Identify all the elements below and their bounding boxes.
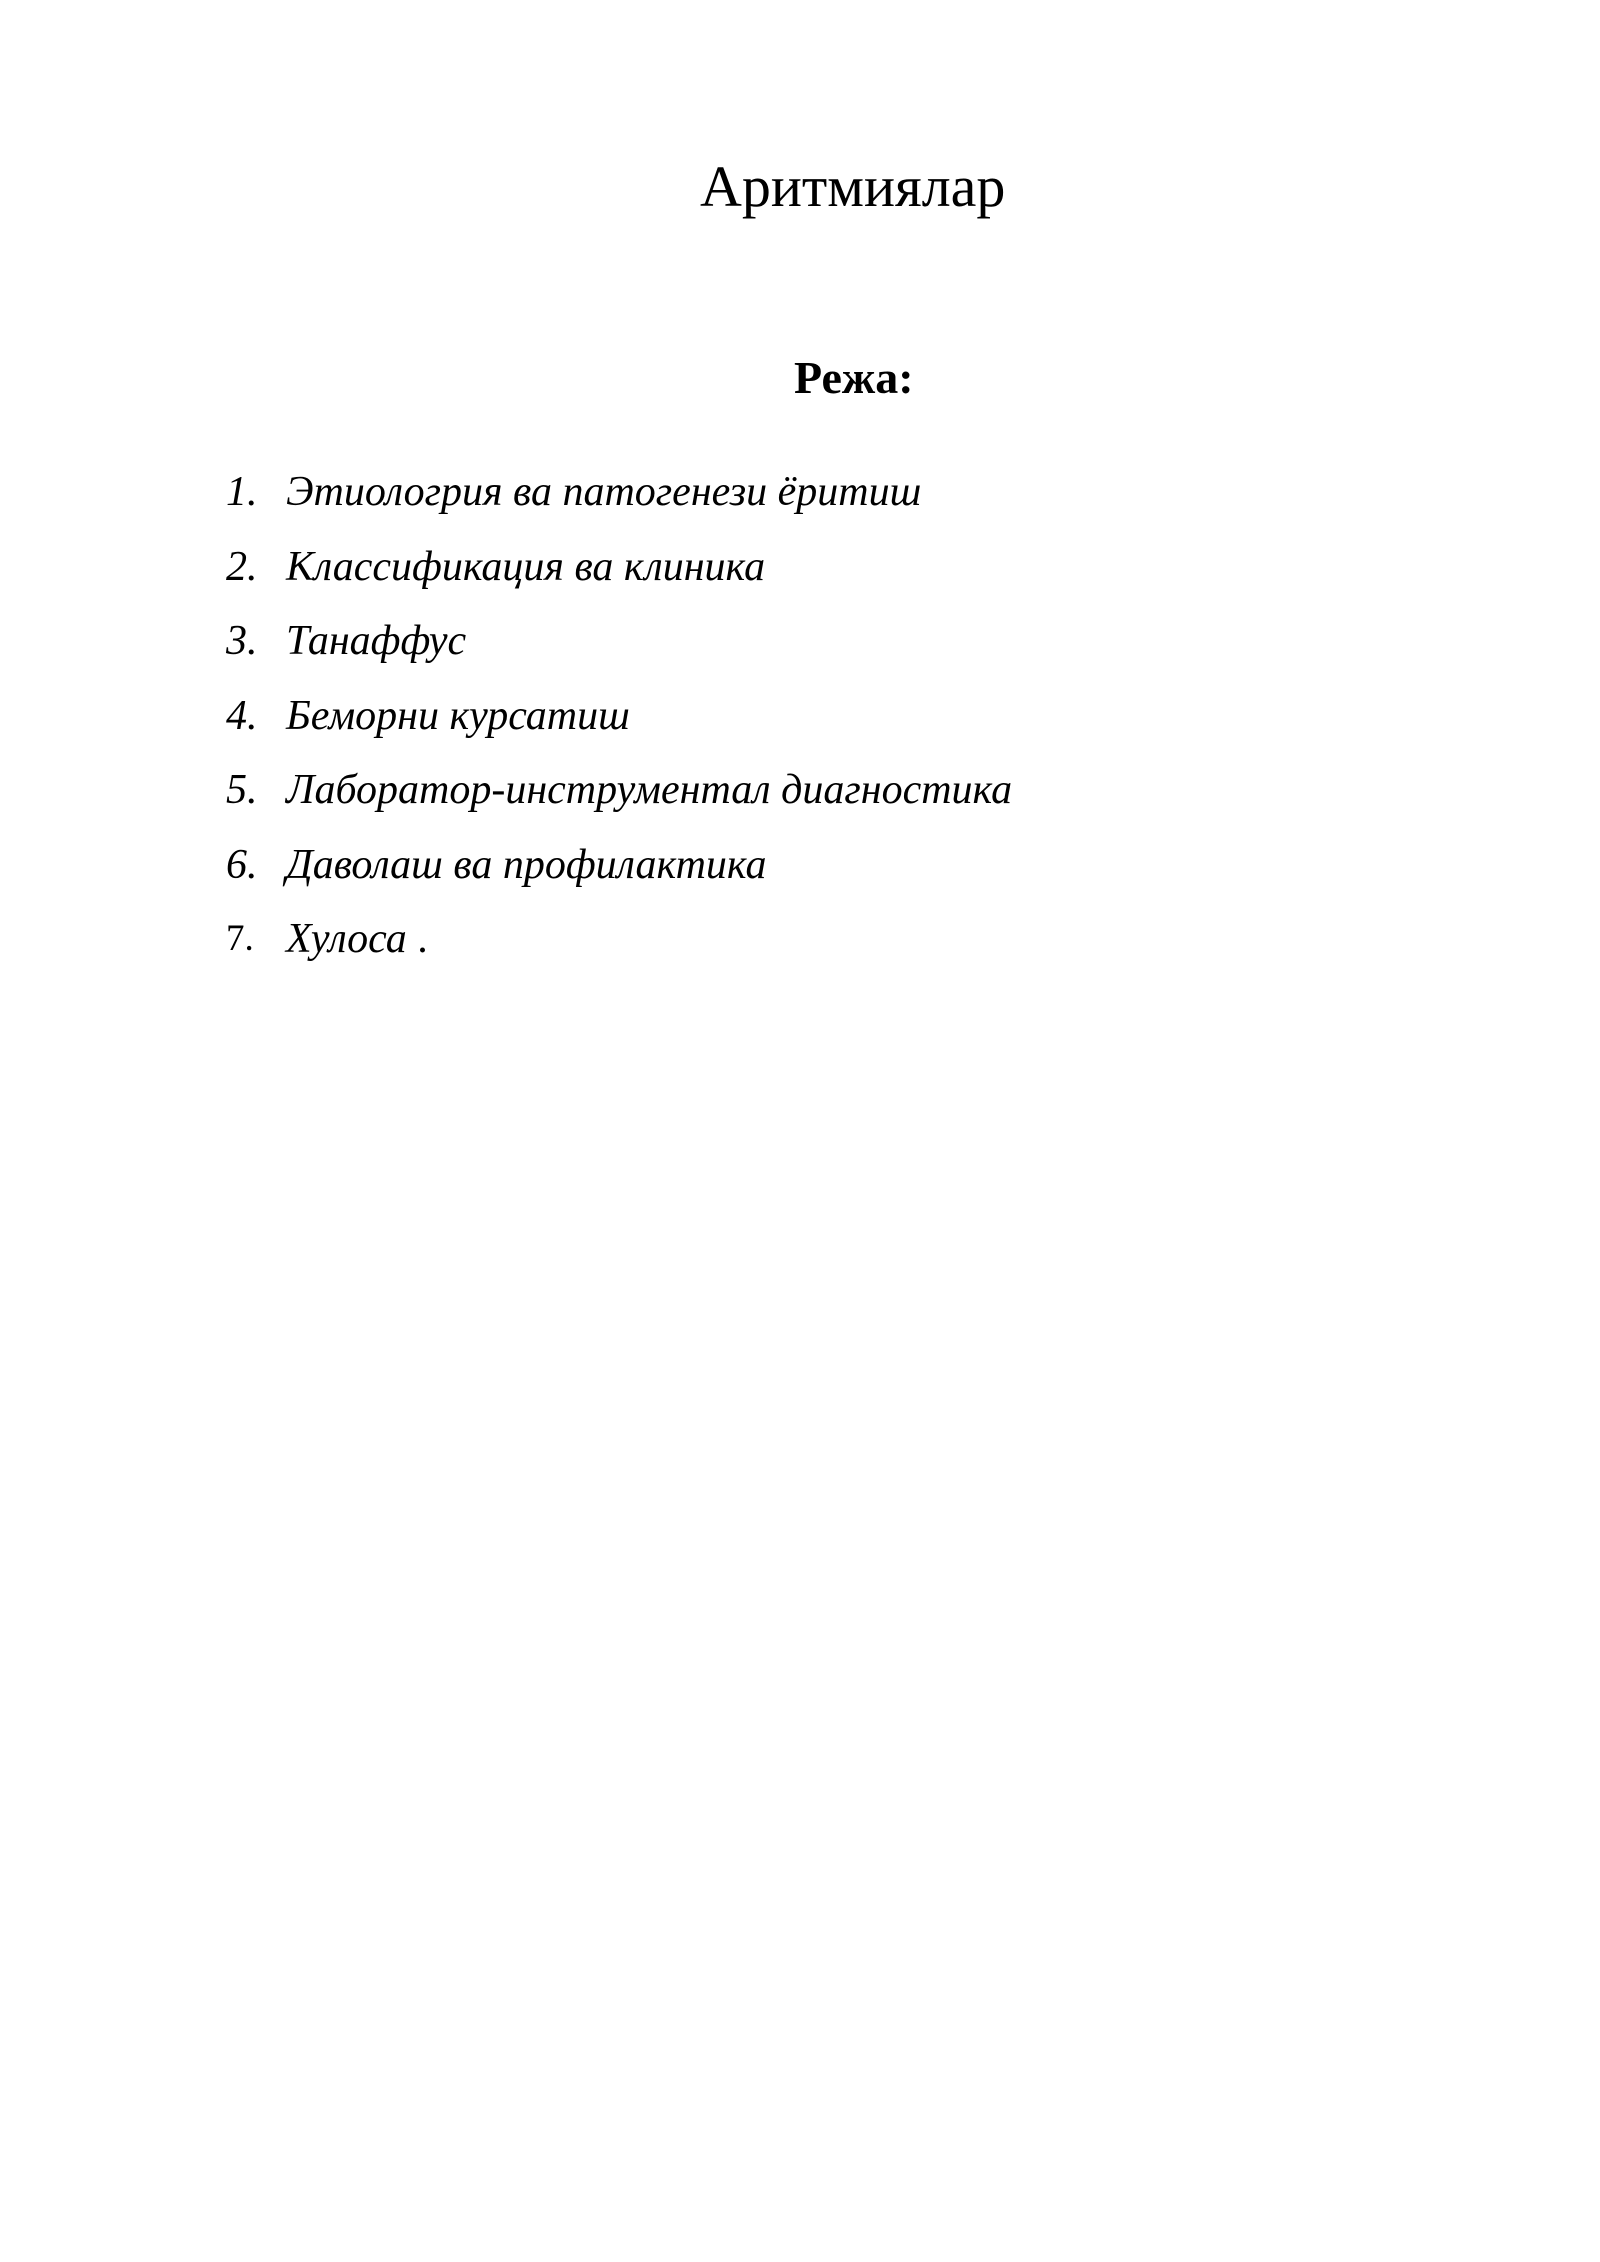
plan-item-1 [226, 466, 1326, 541]
plan-item-number: 1. [226, 469, 258, 515]
plan-item-number: 5. [226, 767, 258, 813]
plan-item-6 [226, 839, 1326, 914]
plan-item-trailing-punctuation: . [406, 916, 428, 962]
plan-item-4 [226, 690, 1326, 765]
plan-item-number: 3. [226, 618, 258, 664]
plan-item-5 [226, 764, 1326, 839]
plan-item-2 [226, 541, 1326, 616]
plan-item-text: Хулоса [286, 916, 407, 962]
plan-item-text-wrapper [286, 913, 428, 965]
plan-item-7 [226, 913, 1326, 988]
plan-item-text: Классификация ва клиника [286, 543, 766, 590]
plan-item-number: 7. [226, 918, 254, 959]
plan-item-text: Лаборатор-инструментал диагностика [286, 767, 1013, 813]
plan-item-number: 4. [226, 692, 258, 739]
plan-item-number: 6. [226, 841, 258, 888]
plan-item-number: 2. [226, 543, 258, 590]
plan-list [226, 466, 1326, 988]
plan-item-3 [226, 615, 1326, 690]
plan-item-text: Беморни курсатиш [286, 692, 630, 739]
plan-heading: Режа: [794, 352, 914, 403]
plan-item-text: Танаффус [286, 618, 467, 664]
document-title: Аритмиялар [700, 154, 1006, 219]
plan-item-text: Этиологрия ва патогенези ёритиш [286, 469, 922, 515]
plan-item-text: Даволаш ва профилактика [286, 841, 767, 888]
